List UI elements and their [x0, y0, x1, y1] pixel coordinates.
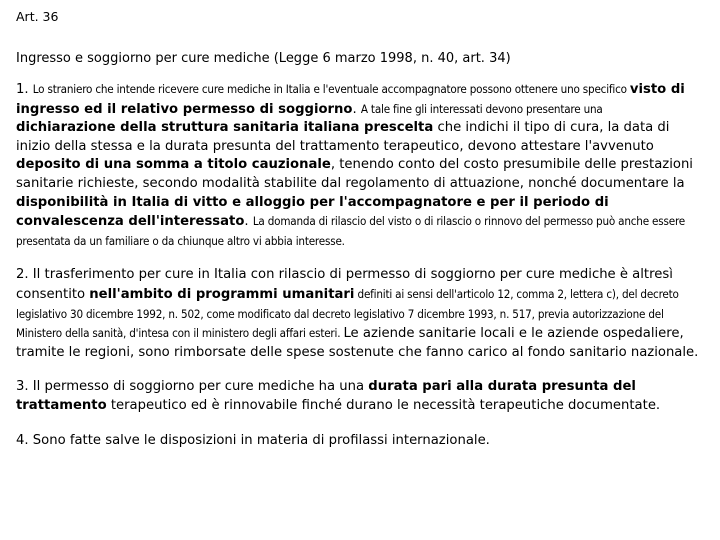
segment: 4. Sono fatte salve le disposizioni in materia di profilassi internazionale.: [16, 432, 490, 448]
segment: terapeutico ed è rinnovabile finché durano le necessità terapeutiche documentate.: [106, 397, 661, 413]
segment: .: [352, 101, 361, 117]
segment: durata pari alla durata presunta del trattamento: [16, 379, 636, 413]
segment: visto di ingresso ed il relativo permesso di soggiorno: [16, 82, 685, 117]
segment: nell'ambito di programmi umanitari: [89, 286, 355, 302]
segment: 1.: [16, 82, 33, 97]
segment: .: [244, 214, 253, 230]
segment: 3. Il permesso di soggiorno per cure mediche ha una: [16, 379, 369, 395]
segment: dichiarazione della struttura sanitaria italiana prescelta: [16, 120, 434, 136]
segment: Lo straniero che intende ricevere cure mediche in Italia e l'eventuale accompagnatore possono ottenere uno specifico: [32, 82, 630, 96]
segment: che indichi il tipo di cura, la data di inizio della stessa e la durata presunta del trattamento terapeutico, devono attestare l'avvenuto: [16, 120, 670, 154]
segment: disponibilità in Italia di vitto e alloggio per l'accompagnatore e per il periodo di convalescenza dell'interessato: [16, 194, 609, 230]
paragraph-4: [16, 432, 704, 451]
segment: La domanda di rilascio del visto o di rilascio o rinnovo del permesso può anche essere presentata da un familiare o da chiunque altro vi abbia interesse.: [16, 214, 686, 248]
segment: 2. Il trasferimento per cure in Italia con rilascio di permesso di soggiorno per cure mediche è altresì consentito: [16, 267, 673, 302]
paragraph-3: [16, 378, 704, 415]
article-title: Art. 36: [16, 9, 59, 24]
segment: , tenendo conto del costo presumibile delle prestazioni sanitarie richieste, secondo modalità stabilite dal regolamento di attuazione, nonché documentare la: [16, 157, 693, 191]
paragraph-1: [16, 80, 704, 251]
segment: Le aziende sanitarie locali e le aziende ospedaliere, tramite le regioni, sono rimborsate delle spese sostenute che fanno carico al fondo sanitario nazionale.: [16, 326, 699, 360]
segment: deposito di una somma a titolo cauzionale: [16, 157, 331, 173]
paragraph-2: [16, 266, 704, 362]
segment: A tale fine gli interessati devono presentare una: [360, 101, 603, 116]
segment: definiti ai sensi dell'articolo 12, comma 2, lettera c), del decreto legislativo 30 dicembre 1992, n. 502, come modificato dal decreto legislativo 7 dicembre 1993, n. 517, previa autorizzazione del Ministero della sanità, d'intesa con il ministero degli affari esteri.: [16, 286, 679, 341]
document: [16, 0, 704, 450]
article-heading: Ingresso e soggiorno per cure mediche (Legge 6 marzo 1998, n. 40, art. 34): [16, 51, 511, 66]
